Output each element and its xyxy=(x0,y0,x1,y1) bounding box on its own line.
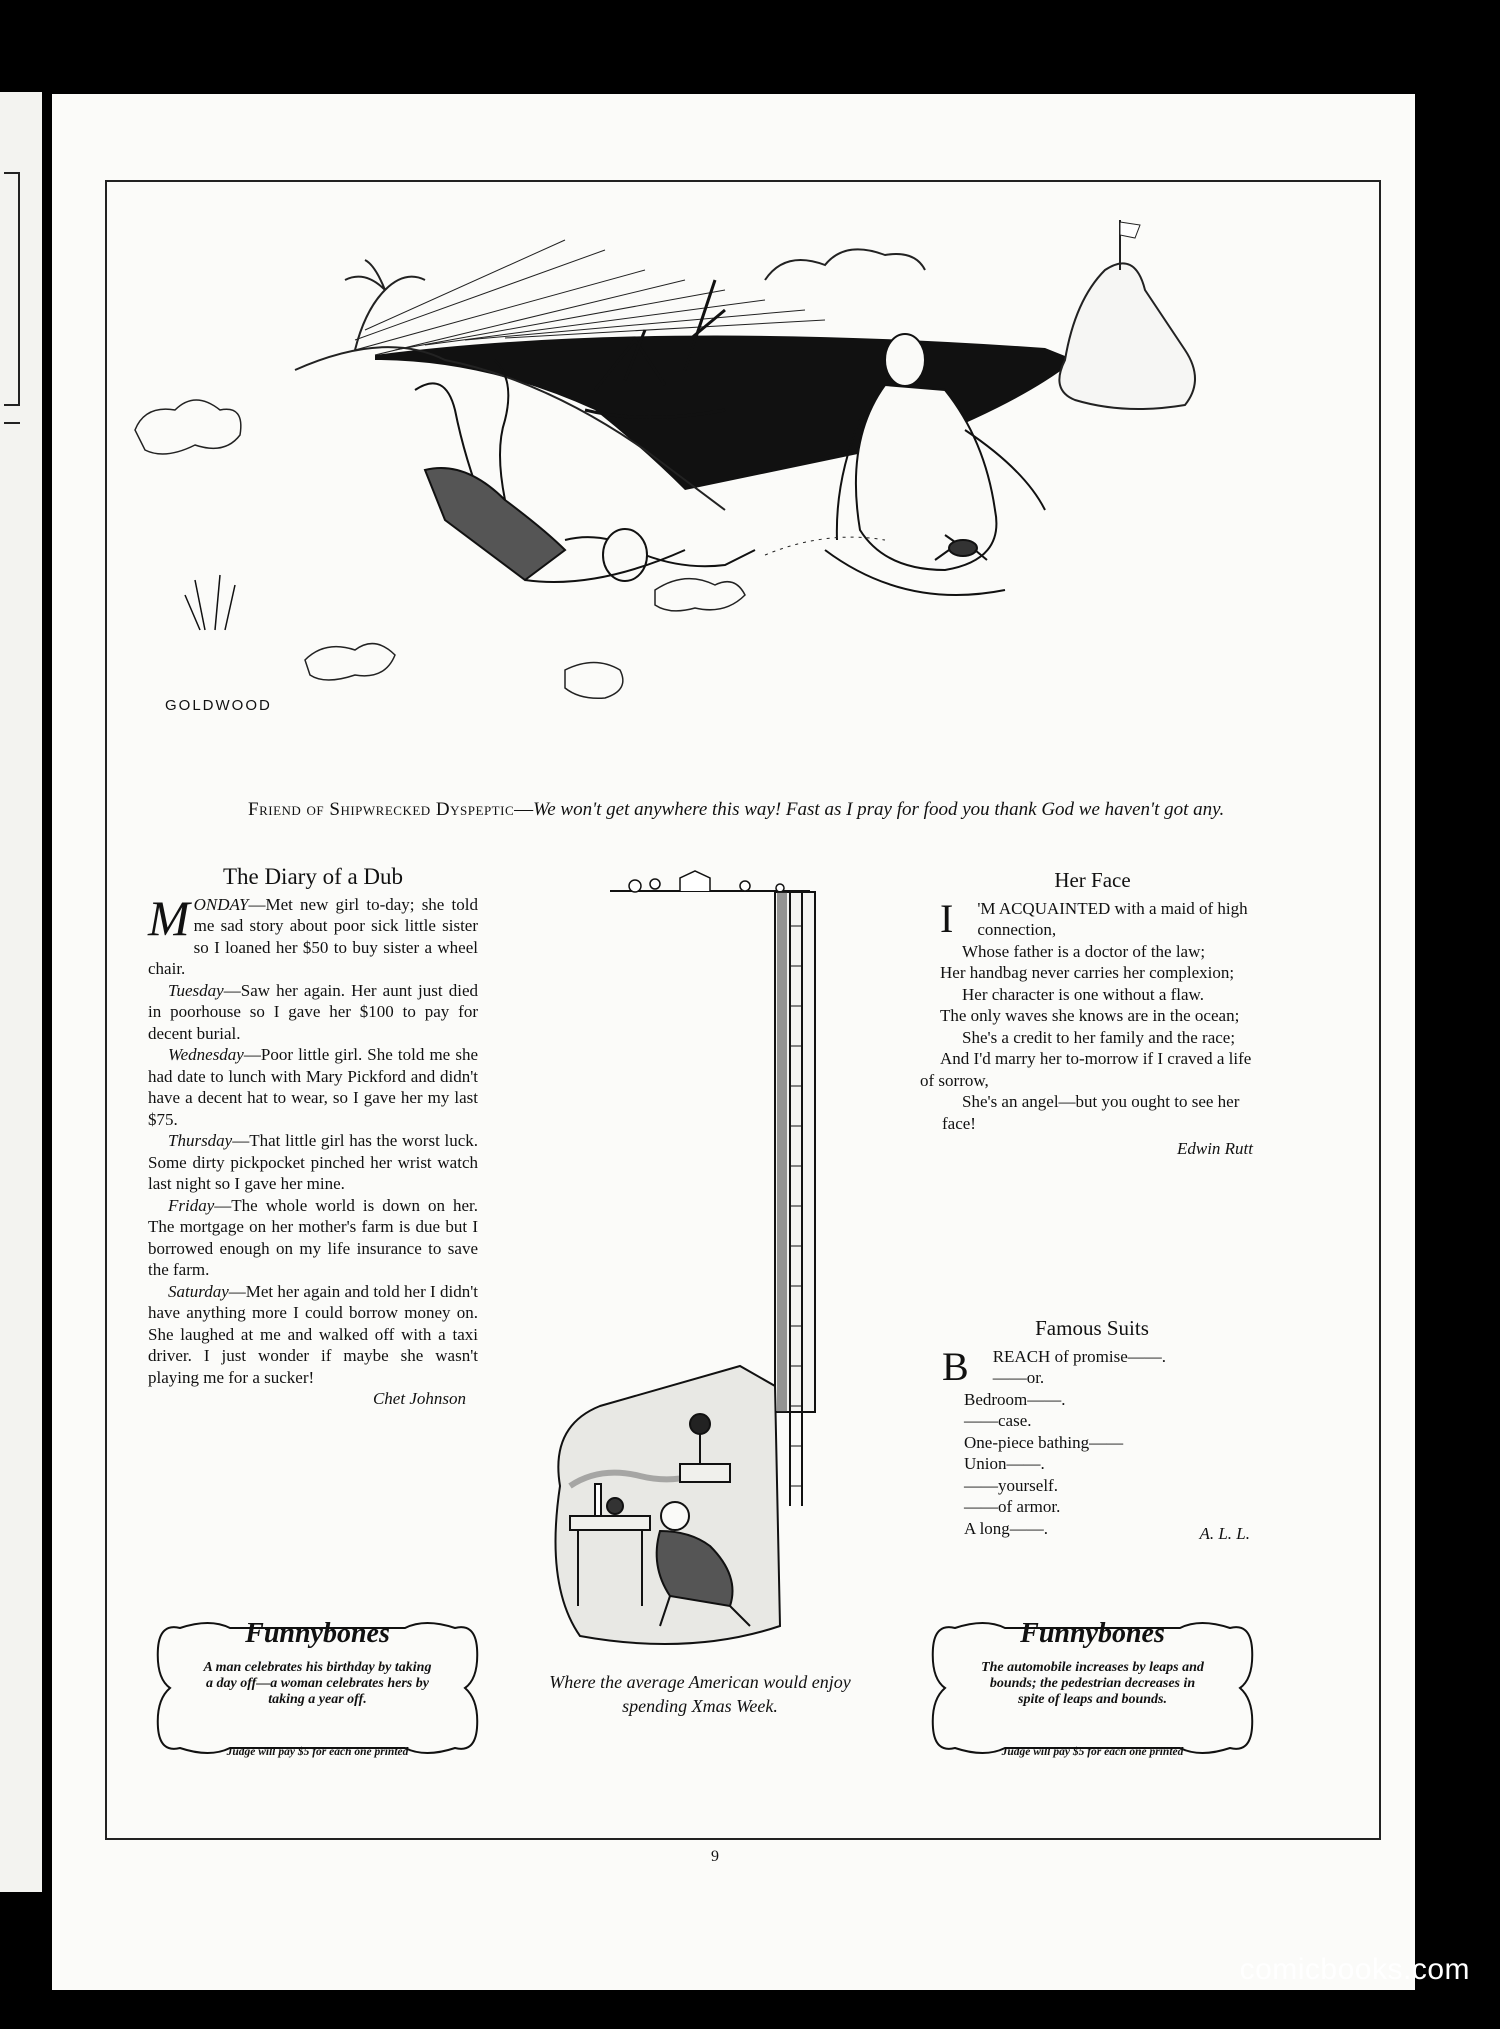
famous-suits-author: A. L. L. xyxy=(1199,1524,1250,1543)
diary-entry-day: Friday xyxy=(168,1195,215,1215)
poem-line: And I'd marry her to-morrow if I craved a life of sorrow, xyxy=(920,1049,1252,1090)
suit-line: of promise——. xyxy=(1050,1346,1166,1366)
diary-entry-text: —That little girl has the worst luck. Some dirty pickpocket pinched her wrist watch last night so I gave her mine. xyxy=(148,1131,478,1193)
suit-line: One-piece bathing—— xyxy=(964,1432,1124,1452)
diary-entry-day: Tuesday xyxy=(168,980,224,1000)
her-face-poem xyxy=(920,870,1265,1160)
diary-entry-day: ONDAY xyxy=(193,894,249,914)
diary-entry-text: —The whole world is down on her. The mortgage on her mother's farm is due but I borrowed enough on my life insurance to save the farm. xyxy=(148,1195,478,1279)
funnybones-payment-note: Judge will pay $5 for each one printed xyxy=(1001,1746,1184,1758)
poem-line: Whose father is a doctor of the law; xyxy=(962,941,1206,961)
her-face-author: Edwin Rutt xyxy=(1176,1139,1253,1158)
diary-entry-text: —Met new girl to-day; she told me sad story about poor sick little sister so I loaned her $50 to buy sister a wheel chair. xyxy=(148,894,478,978)
diary-entry-text: —Poor little girl. She told me she had date to lunch with Mary Pickford and didn't have a decent hat to wear, so I gave her my last $75. xyxy=(148,1045,478,1129)
famous-suits-poem xyxy=(922,1318,1262,1545)
diary-article xyxy=(148,866,478,1410)
funnybones-box-left xyxy=(150,1608,485,1768)
poem-line: Her character is one without a flaw. xyxy=(962,984,1204,1004)
artist-signature: GOLDWOOD xyxy=(165,697,272,714)
famous-suits-dropcap: B xyxy=(942,1343,969,1389)
caption-speaker: Friend of Shipwrecked Dyspeptic xyxy=(248,799,515,820)
diary-dropcap: M xyxy=(148,889,190,946)
diary-entry-day: Wednesday xyxy=(168,1045,244,1064)
funnybones-joke: The automobile increases by leaps and bounds; the pedestrian decreases in spite of leaps and bounds. xyxy=(981,1660,1204,1707)
funnybones-logo: Funnybones xyxy=(245,1618,390,1649)
her-face-title: Her Face xyxy=(1054,868,1131,892)
poem-line: Her handbag never carries her complexion; xyxy=(940,963,1235,982)
diary-entry-text: —Met her again and told her I didn't have anything more I could borrow money on. She laughed at me and walked off with a taxi driver. I just wonder if maybe she wasn't playing me for a sucker! xyxy=(148,1281,478,1387)
suit-line: ——case. xyxy=(964,1411,1032,1430)
suit-line: ——yourself. xyxy=(964,1475,1058,1495)
funnybones-joke: A man celebrates his birthday by taking a day off—a woman celebrates hers by taking a year off. xyxy=(203,1660,432,1707)
caption-text: We won't get anywhere this way! Fast as I pray for food you thank God we haven't got any. xyxy=(533,799,1225,820)
poem-line: She's an angel—but you ought to see her face! xyxy=(942,1092,1240,1133)
poem-line: connection, xyxy=(977,920,1057,939)
funnybones-payment-note: Judge will pay $5 for each one printed xyxy=(226,1746,409,1758)
her-face-dropcap: I xyxy=(940,895,954,941)
poem-line: She's a credit to her family and the race; xyxy=(962,1027,1236,1047)
adjacent-page-edge xyxy=(0,92,42,1892)
poem-line: The only waves she knows are in the ocean; xyxy=(940,1006,1240,1025)
funnybones-logo: Funnybones xyxy=(1020,1618,1165,1649)
suit-line: A long——. xyxy=(964,1518,1049,1538)
funnybones-box-right xyxy=(925,1608,1260,1768)
site-watermark: comicbooks.com xyxy=(1239,1953,1470,1986)
suit-line: Bedroom——. xyxy=(964,1389,1066,1409)
famous-suits-lead: REACH xyxy=(992,1346,1051,1366)
diary-entry-text: —Saw her again. Her aunt just died in poorhouse so I gave her $100 to pay for decent burial. xyxy=(148,980,478,1043)
suit-line: Union——. xyxy=(964,1454,1045,1473)
ladder-cartoon-caption: Where the average American would enjoy spending Xmas Week. xyxy=(549,1672,851,1716)
her-face-lead: 'M ACQUAINTED xyxy=(977,898,1111,918)
diary-author: Chet Johnson xyxy=(372,1389,466,1408)
famous-suits-lines xyxy=(922,1343,1262,1540)
diary-entry-day: Thursday xyxy=(168,1131,233,1150)
diary-entry-day: Saturday xyxy=(168,1281,229,1301)
poem-line: with a maid of high xyxy=(1110,898,1248,918)
page-number: 9 xyxy=(711,1848,719,1865)
suit-line: ——or. xyxy=(992,1368,1045,1387)
adjacent-page-rule xyxy=(4,422,20,424)
famous-suits-title: Famous Suits xyxy=(1035,1316,1149,1340)
adjacent-page-frame-fragment xyxy=(4,172,20,406)
shipwreck-cartoon-illustration xyxy=(125,210,1365,788)
diary-entries xyxy=(148,889,478,1389)
diary-title: The Diary of a Dub xyxy=(222,864,404,889)
her-face-lines xyxy=(920,895,1265,1135)
cartoon-caption: Friend of Shipwrecked Dyspeptic—We won't get anywhere this way! Fast as I pray for food you thank God we haven't got any. xyxy=(248,799,1225,820)
ladder-to-chimney-illustration xyxy=(540,866,870,1656)
suit-line: ——of armor. xyxy=(964,1497,1061,1516)
